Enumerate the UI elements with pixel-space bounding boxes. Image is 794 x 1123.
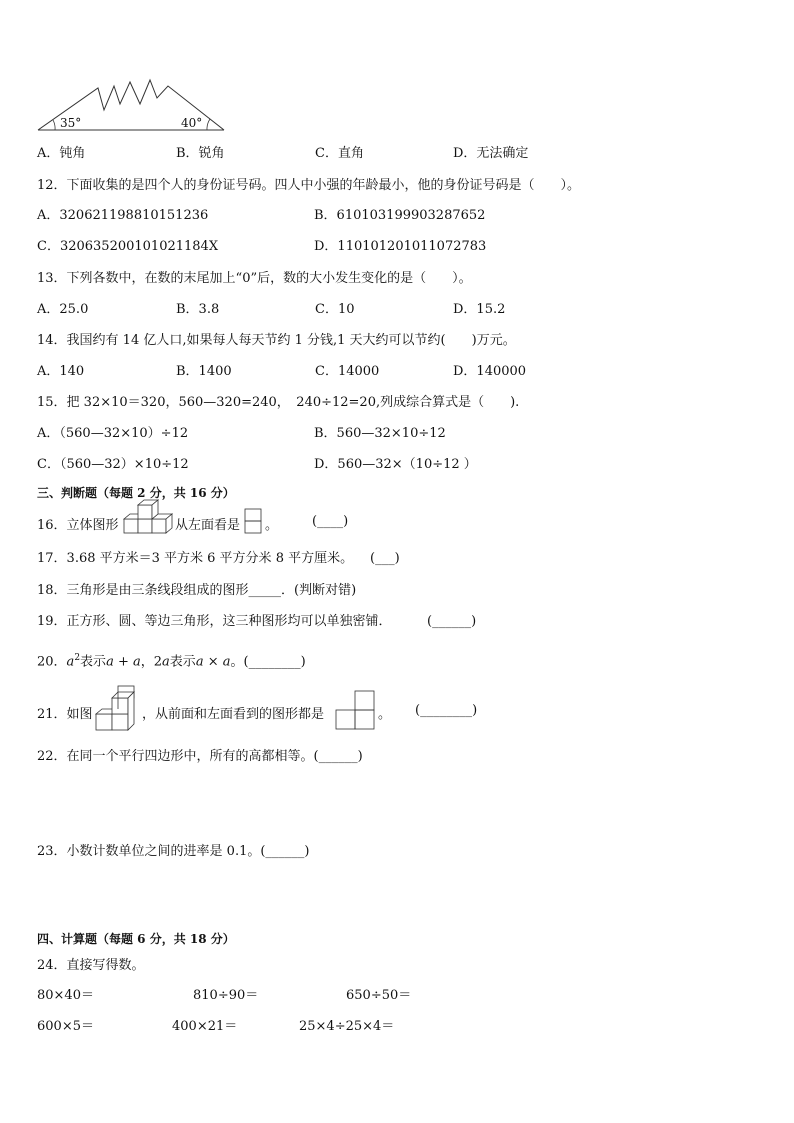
q18-text: 18．三角形是由三条线段组成的图形_____．(判断对错)	[37, 583, 357, 598]
q15-stem: 15．把 32×10＝320，560—320=240， 240÷12=20,列成综合算式是（ ).	[37, 395, 520, 410]
q13-stem: 13．下列各数中，在数的末尾加上“0”后，数的大小发生变化的是（ ）。	[37, 271, 472, 286]
q20-var: a	[162, 654, 170, 670]
q20-exponent: 2	[74, 653, 81, 663]
q12-option-d[interactable]: D．110101201011072783	[314, 239, 487, 254]
q12-stem: 12．下面收集的是四个人的身份证号码。四人中小强的年龄最小，他的身份证号码是（ ）。	[37, 178, 581, 193]
q20-coef: 2	[153, 654, 163, 670]
q14-stem: 14．我国约有 14 亿人口,如果每人每天节约 1 分钱,1 天大约可以节约( )万元。	[37, 333, 516, 348]
q24-calc-3: 650÷50＝	[346, 988, 412, 1003]
q11-option-b[interactable]: B．锐角	[176, 146, 225, 161]
q23-answer-blank[interactable]: (______)	[260, 844, 310, 859]
q17-text: 17．3.68 平方米＝3 平方米 6 平方分米 8 平方厘米。	[37, 551, 354, 566]
q20-sep: ，	[140, 654, 154, 670]
q11-option-c[interactable]: C．直角	[315, 146, 364, 161]
q16-solid-figure	[122, 505, 182, 537]
q14-option-a[interactable]: A．140	[37, 364, 85, 379]
q24-calc-2: 810÷90＝	[193, 988, 259, 1003]
q20-base: a	[66, 654, 75, 670]
q12-option-a[interactable]: A．320621198810151236	[37, 208, 209, 223]
q22-answer-blank[interactable]: (______)	[313, 749, 363, 764]
q20-number: 20．	[37, 654, 67, 670]
q17-answer-blank[interactable]: (___)	[370, 551, 400, 566]
q11-option-d[interactable]: D．无法确定	[453, 146, 529, 161]
q21-answer-blank[interactable]: (________)	[415, 703, 478, 718]
q21-text-pre: 21．如图	[37, 707, 93, 722]
q12-option-b[interactable]: B．610103199903287652	[314, 208, 486, 223]
q19-answer-blank[interactable]: (______)	[427, 614, 477, 629]
q16-answer-blank[interactable]: (____)	[312, 514, 349, 529]
q13-option-c[interactable]: C．10	[315, 302, 355, 317]
q21-view-figure	[335, 690, 377, 732]
q20-line	[37, 650, 306, 670]
section3-heading: 三、判断题（每题 2 分，共 16 分）	[37, 486, 235, 500]
q24-calc-1: 80×40＝	[37, 988, 94, 1003]
q24-calc-6: 25×4÷25×4＝	[299, 1019, 395, 1034]
q12-option-c[interactable]: C．320635200101021184X	[37, 239, 219, 254]
q20-expr2: a × a	[195, 654, 231, 670]
angle-label-left: 35°	[60, 116, 82, 130]
q15-option-c[interactable]: C．（560—32）×10÷12	[37, 457, 189, 472]
q20-end: 。	[230, 654, 244, 670]
q15-option-a[interactable]: A．（560—32×10）÷12	[37, 426, 189, 441]
q20-text1: 表示	[80, 654, 107, 670]
q24-stem: 24．直接写得数。	[37, 958, 145, 973]
q21-text-mid: ，从前面和左面看到的图形都是	[142, 707, 325, 722]
q13-option-a[interactable]: A．25.0	[37, 302, 89, 317]
q23-line	[37, 844, 310, 860]
q11-option-a[interactable]: A．钝角	[37, 146, 86, 161]
q13-option-d[interactable]: D．15.2	[453, 302, 506, 317]
q13-option-b[interactable]: B．3.8	[176, 302, 220, 317]
q20-answer-blank[interactable]: (________)	[243, 654, 306, 670]
q15-option-d[interactable]: D．560—32×（10÷12 ）	[314, 457, 477, 472]
q22-text: 22．在同一个平行四边形中，所有的高都相等。	[37, 749, 314, 764]
q20-text2: 表示	[169, 654, 196, 670]
q21-text-post: 。	[378, 707, 392, 722]
q16-text-mid: 从左面看是	[175, 518, 241, 533]
q22-line	[37, 749, 363, 765]
q24-calc-5: 400×21＝	[172, 1019, 238, 1034]
q14-option-d[interactable]: D．140000	[453, 364, 527, 379]
q19-text: 19．正方形、圆、等边三角形，这三种图形均可以单独密铺．	[37, 614, 392, 629]
q23-text: 23．小数计数单位之间的进率是 0.1。	[37, 844, 261, 859]
q16-text-pre: 16．立体图形	[37, 518, 119, 533]
section4-heading: 四、计算题（每题 6 分，共 18 分）	[37, 932, 235, 946]
q14-option-c[interactable]: C．14000	[315, 364, 380, 379]
q15-option-b[interactable]: B．560—32×10÷12	[314, 426, 446, 441]
q16-left-view-figure	[244, 508, 264, 534]
q20-expr1: a + a	[106, 654, 141, 670]
angle-label-right: 40°	[181, 116, 203, 130]
q14-option-b[interactable]: B．1400	[176, 364, 232, 379]
q16-text-post: 。	[265, 518, 279, 533]
q24-calc-4: 600×5＝	[37, 1019, 94, 1034]
